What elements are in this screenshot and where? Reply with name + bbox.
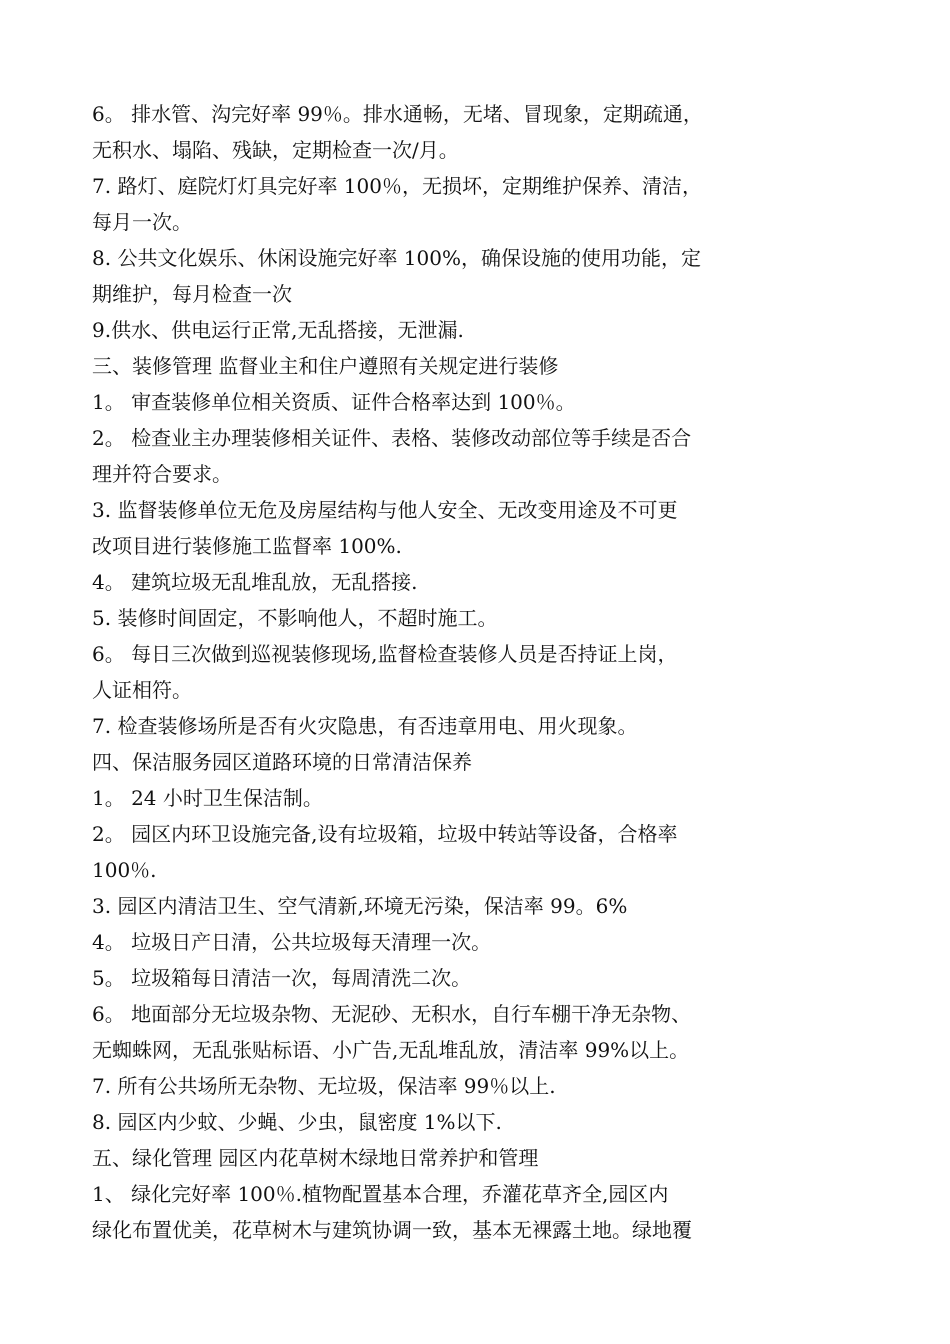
text-line: 6。 排水管、沟完好率 99％。排水通畅，无堵、冒现象，定期疏通， xyxy=(92,102,703,126)
text-line: 7. 所有公共场所无杂物、无垃圾，保洁率 99％以上. xyxy=(92,1074,556,1098)
text-line: 3. 监督装修单位无危及房屋结构与他人安全、无改变用途及不可更 xyxy=(92,498,678,522)
text-line: 7. 路灯、庭院灯灯具完好率 100％，无损坏，定期维护保养、清洁， xyxy=(92,174,702,198)
text-line: 2。 园区内环卫设施完备,设有垃圾箱，垃圾中转站等设备，合格率 xyxy=(92,822,678,846)
text-line: 理并符合要求。 xyxy=(92,462,232,486)
text-line: 5。 垃圾箱每日清洁一次，每周清洗二次。 xyxy=(92,966,472,990)
section-heading: 三、装修管理 监督业主和住户遵照有关规定进行装修 xyxy=(92,354,559,378)
text-line: 绿化布置优美，花草树木与建筑协调一致，基本无裸露土地。绿地覆 xyxy=(92,1218,692,1242)
text-line: 人证相符。 xyxy=(92,678,192,702)
text-line: 6。 地面部分无垃圾杂物、无泥砂、无积水，自行车棚干净无杂物、 xyxy=(92,1002,692,1026)
section-heading: 五、绿化管理 园区内花草树木绿地日常养护和管理 xyxy=(92,1146,539,1170)
text-line: 4。 垃圾日产日清，公共垃圾每天清理一次。 xyxy=(92,930,492,954)
text-line: 改项目进行装修施工监督率 100%. xyxy=(92,534,402,558)
text-line: 6。 每日三次做到巡视装修现场,监督检查装修人员是否持证上岗， xyxy=(92,642,678,666)
text-line: 1。 24 小时卫生保洁制。 xyxy=(92,786,323,810)
text-line: 9.供水、供电运行正常,无乱搭接，无泄漏. xyxy=(92,318,464,342)
text-line: 2。 检查业主办理装修相关证件、表格、装修改动部位等手续是否合 xyxy=(92,426,692,450)
text-line: 7. 检查装修场所是否有火灾隐患，有否违章用电、用火现象。 xyxy=(92,714,638,738)
document-body xyxy=(92,96,782,1248)
text-line: 3. 园区内清洁卫生、空气清新,环境无污染，保洁率 99。6% xyxy=(92,894,628,918)
text-line: 1。 审查装修单位相关资质、证件合格率达到 100％。 xyxy=(92,390,576,414)
text-line: 每月一次。 xyxy=(92,210,192,234)
text-line: 8. 园区内少蚊、少蝇、少虫，鼠密度 1%以下. xyxy=(92,1110,502,1134)
text-line: 1、 绿化完好率 100％.植物配置基本合理，乔灌花草齐全,园区内 xyxy=(92,1182,669,1206)
text-line: 4。 建筑垃圾无乱堆乱放，无乱搭接. xyxy=(92,570,418,594)
text-line: 无蜘蛛网，无乱张贴标语、小广告,无乱堆乱放，清洁率 99%以上。 xyxy=(92,1038,690,1062)
text-line: 100％. xyxy=(92,858,157,882)
text-line: 期维护，每月检查一次 xyxy=(92,282,292,306)
section-heading: 四、保洁服务园区道路环境的日常清洁保养 xyxy=(92,750,472,774)
text-line: 5. 装修时间固定，不影响他人，不超时施工。 xyxy=(92,606,498,630)
text-line: 8. 公共文化娱乐、休闲设施完好率 100%，确保设施的使用功能，定 xyxy=(92,246,701,270)
text-line: 无积水、塌陷、残缺，定期检查一次/月。 xyxy=(92,138,459,162)
